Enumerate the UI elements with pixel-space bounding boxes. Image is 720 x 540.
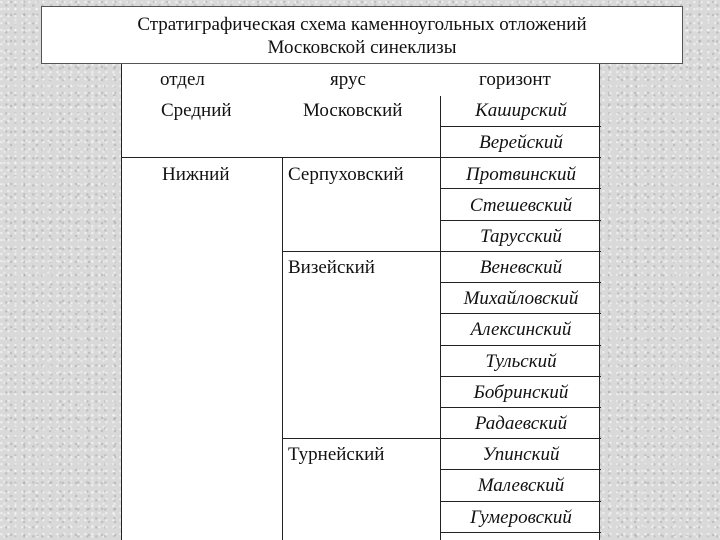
title-line-1: Стратиграфическая схема каменноугольных отложений: [137, 14, 587, 35]
horizon-divider: [440, 188, 601, 189]
header-stage: ярус: [330, 69, 366, 90]
horizon-divider: [440, 282, 601, 283]
stage-tournaisian: Турнейский: [288, 444, 385, 465]
stage-moscovian: Московский: [303, 100, 403, 121]
divider-visean-tournaisian: [282, 438, 601, 439]
title-line-2: Московской синеклизы: [267, 37, 457, 58]
horizon-tarussky: Тарусский: [480, 226, 562, 247]
horizon-mikhailovsky: Михайловский: [463, 288, 579, 309]
horizon-divider: [440, 345, 601, 346]
horizon-divider: [440, 126, 601, 127]
horizon-divider: [440, 469, 601, 470]
stage-visean: Визейский: [288, 257, 375, 278]
horizon-tulsky: Тульский: [485, 351, 557, 372]
horizon-aleksinsky: Алексинский: [470, 319, 572, 340]
horizon-divider: [440, 220, 601, 221]
title-box: [41, 6, 683, 64]
horizon-divider: [440, 313, 601, 314]
horizon-gumerovsky: Гумеровский: [470, 507, 572, 528]
horizon-vereisky: Верейский: [479, 132, 563, 153]
division-lower: Нижний: [162, 164, 230, 185]
divider-middle-lower: [122, 157, 601, 158]
header-horizon: горизонт: [479, 69, 551, 90]
horizon-steshevsky: Стешевский: [469, 195, 573, 216]
horizon-divider: [440, 407, 601, 408]
divider-serpukhovian-visean: [282, 251, 601, 252]
horizon-malevsky: Малевский: [477, 475, 565, 496]
horizon-divider: [440, 376, 601, 377]
stage-serpukhovian: Серпуховский: [288, 164, 404, 185]
division-middle: Средний: [161, 100, 232, 121]
header-division: отдел: [160, 69, 205, 90]
horizon-bobrinsky: Бобринский: [473, 382, 569, 403]
horizon-divider: [440, 532, 601, 533]
horizon-divider: [440, 501, 601, 502]
horizon-radaevsky: Радаевский: [474, 413, 568, 434]
horizon-venevsky: Веневский: [479, 257, 563, 278]
stratigraphy-table: [121, 64, 600, 540]
divider-stage-column: [282, 158, 283, 540]
horizon-kashirsky: Каширский: [475, 100, 567, 121]
horizon-protvinsky: Протвинский: [466, 164, 576, 185]
divider-horizon-column: [440, 96, 441, 540]
horizon-upinsky: Упинский: [482, 444, 560, 465]
